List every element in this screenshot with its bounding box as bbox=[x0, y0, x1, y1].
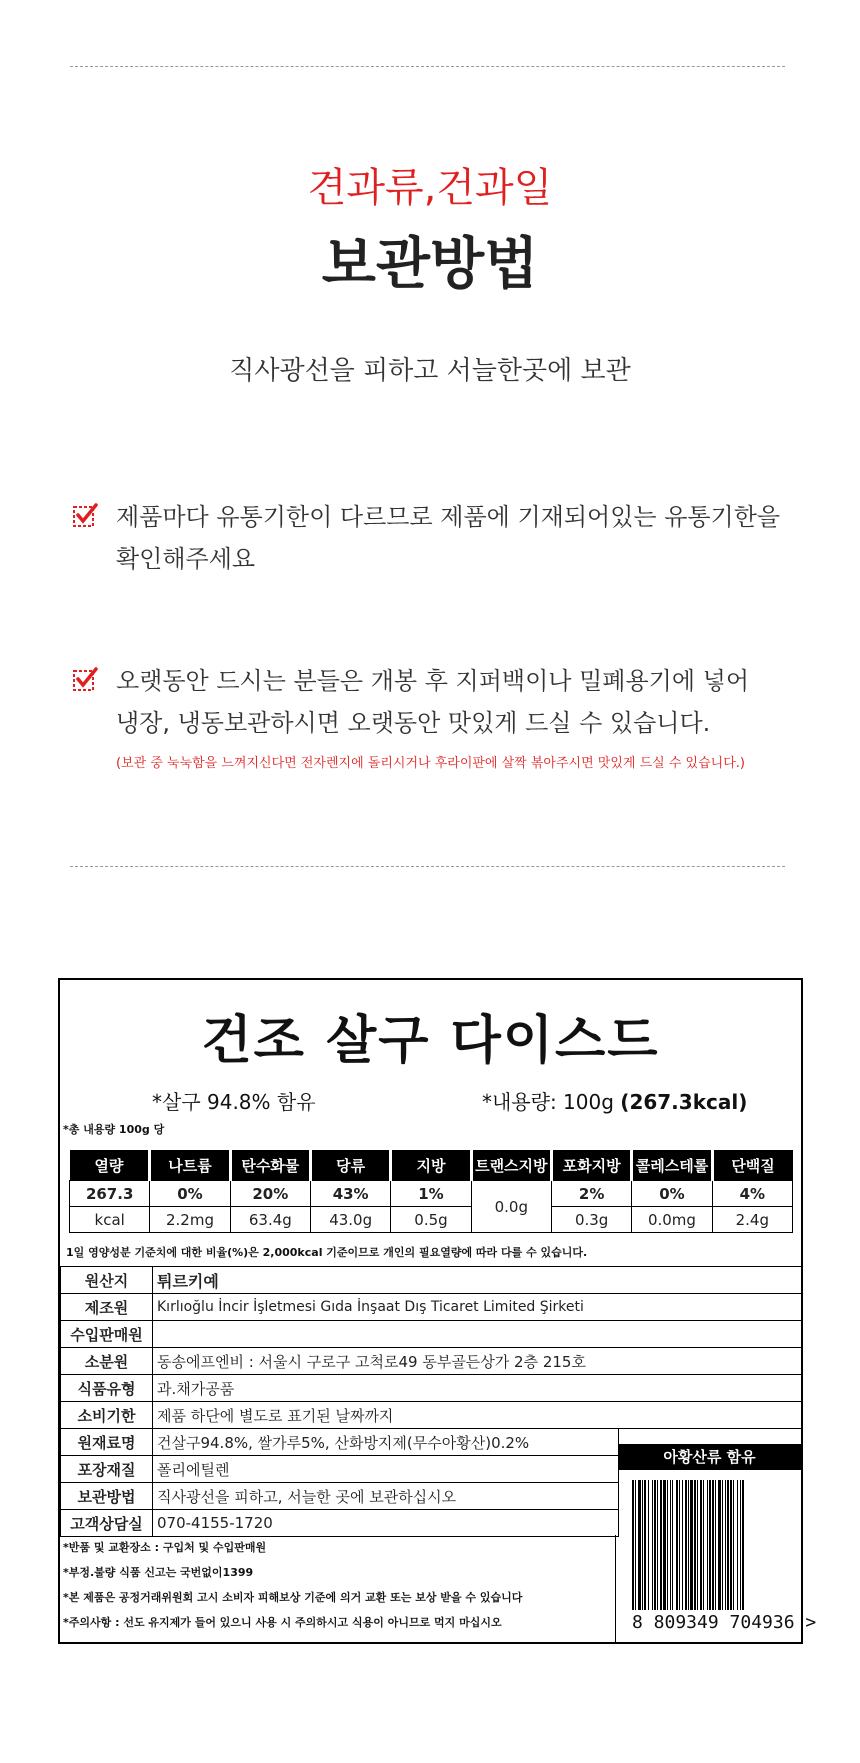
nutrition-header: 열량 bbox=[70, 1150, 150, 1181]
check-item-expiry bbox=[72, 496, 792, 586]
product-name: 건조 살구 다이스드 bbox=[201, 1011, 660, 1071]
reheat-note: (보관 중 눅눅함을 느껴지신다면 전자렌지에 돌리시거나 후라이판에 살짝 볶아주시면 맛있게 드실 수 있습니다.) bbox=[116, 756, 745, 771]
nutrition-value: 4% bbox=[712, 1181, 792, 1207]
nutrition-amount-row bbox=[70, 1207, 793, 1233]
nutrition-amount: kcal bbox=[70, 1207, 150, 1233]
nutrition-amount: 63.4g bbox=[230, 1207, 310, 1233]
nutrition-table bbox=[69, 1150, 793, 1233]
info-value: 동송에프엔비 : 서울시 구로구 고척로49 동부골든상가 2층 215호 bbox=[153, 1348, 802, 1375]
nutrition-header: 탄수화물 bbox=[230, 1150, 310, 1181]
info-row-packer bbox=[61, 1348, 802, 1375]
nutrition-value-row bbox=[70, 1181, 793, 1207]
info-key: 소분원 bbox=[61, 1348, 153, 1375]
note-line: *부정.불량 식품 신고는 국번없이1399 bbox=[63, 1566, 254, 1579]
info-key: 고객상담실 bbox=[61, 1510, 153, 1537]
top-divider bbox=[70, 66, 785, 67]
nutrition-amount: 2.2mg bbox=[150, 1207, 230, 1233]
check-text-line2: 확인해주세요 bbox=[116, 545, 256, 573]
label-notes bbox=[60, 1535, 615, 1635]
net-content-amount: *내용량: 100g bbox=[482, 1090, 621, 1114]
nutrition-amount: 0.0mg bbox=[632, 1207, 712, 1233]
barcode-number: 8 809349 704936 > bbox=[632, 1612, 817, 1633]
check-text-line2: 냉장, 냉동보관하시면 오랫동안 맛있게 드실 수 있습니다. bbox=[116, 709, 711, 737]
info-key: 보관방법 bbox=[61, 1483, 153, 1510]
checkbox-check-icon bbox=[72, 666, 98, 692]
info-value: 과.채가공품 bbox=[153, 1375, 802, 1402]
info-value: 폴리에틸렌 bbox=[153, 1456, 619, 1483]
info-key: 제조원 bbox=[61, 1294, 153, 1321]
nutrition-header: 단백질 bbox=[712, 1150, 792, 1181]
info-value: 튀르키예 bbox=[153, 1267, 802, 1294]
info-row-expiry bbox=[61, 1402, 802, 1429]
info-key: 수입판매원 bbox=[61, 1321, 153, 1348]
nutrition-value: 1% bbox=[391, 1181, 471, 1207]
nutrition-header: 지방 bbox=[391, 1150, 471, 1181]
nutrition-value: 2% bbox=[551, 1181, 631, 1207]
product-label bbox=[58, 978, 817, 1644]
check-text-line1: 제품마다 유통기한이 다르므로 제품에 기재되어있는 유통기한을 bbox=[116, 503, 781, 531]
info-value: 건살구94.8%, 쌀가루5%, 산화방지제(무수아황산)0.2% bbox=[153, 1429, 619, 1456]
sulfite-badge: 아황산류 함유 bbox=[618, 1444, 801, 1470]
info-key: 식품유형 bbox=[61, 1375, 153, 1402]
info-value: Kırlıoğlu İncir İşletmesi Gıda İnşaat Dış Ticaret Limited Şirketi bbox=[153, 1294, 802, 1321]
middle-divider bbox=[70, 866, 785, 867]
note-line: *반품 및 교환장소 : 구입처 및 수입판매원 bbox=[63, 1541, 267, 1554]
daily-value-note: 1일 영양성분 기준치에 대한 비율(%)은 2,000kcal 기준이므로 개인의 필요열량에 따라 다를 수 있습니다. bbox=[66, 1246, 588, 1259]
info-row-food-type bbox=[61, 1375, 802, 1402]
nutrition-basis: *총 내용량 100g 당 bbox=[63, 1123, 165, 1136]
barcode-icon bbox=[632, 1480, 792, 1610]
info-row-origin bbox=[61, 1267, 802, 1294]
check-item-storage bbox=[72, 660, 792, 780]
nutrition-value: 0.0g bbox=[471, 1181, 551, 1233]
info-key: 원재료명 bbox=[61, 1429, 153, 1456]
net-content-kcal: (267.3kcal) bbox=[620, 1090, 748, 1114]
nutrition-header: 나트륨 bbox=[150, 1150, 230, 1181]
category-heading: 견과류,건과일 bbox=[307, 165, 553, 211]
net-content bbox=[482, 1086, 747, 1115]
info-value: 직사광선을 피하고, 서늘한 곳에 보관하십시오 bbox=[153, 1483, 619, 1510]
nutrition-amount: 2.4g bbox=[712, 1207, 792, 1233]
info-key: 소비기한 bbox=[61, 1402, 153, 1429]
info-value bbox=[153, 1321, 802, 1348]
info-key: 포장재질 bbox=[61, 1456, 153, 1483]
info-row-manufacturer bbox=[61, 1294, 802, 1321]
nutrition-header-row bbox=[70, 1150, 793, 1181]
nutrition-value: 267.3 bbox=[70, 1181, 150, 1207]
nutrition-header: 트랜스지방 bbox=[471, 1150, 551, 1181]
nutrition-value: 0% bbox=[632, 1181, 712, 1207]
nutrition-amount: 0.3g bbox=[551, 1207, 631, 1233]
note-line: *주의사항 : 선도 유지제가 들어 있으니 사용 시 주의하시고 식용이 아니므로 먹지 마십시오 bbox=[63, 1616, 502, 1629]
storage-subtitle: 직사광선을 피하고 서늘한곳에 보관 bbox=[229, 356, 631, 386]
content-ratio: *살구 94.8% 함유 bbox=[152, 1090, 316, 1114]
nutrition-amount: 43.0g bbox=[310, 1207, 390, 1233]
checkbox-check-icon bbox=[72, 502, 98, 528]
info-key: 원산지 bbox=[61, 1267, 153, 1294]
nutrition-value: 20% bbox=[230, 1181, 310, 1207]
nutrition-header: 포화지방 bbox=[551, 1150, 631, 1181]
info-value: 070-4155-1720 bbox=[153, 1510, 619, 1537]
page-title: 보관방법 bbox=[321, 232, 539, 297]
info-row-importer bbox=[61, 1321, 802, 1348]
note-line: *본 제품은 공정거래위원회 고시 소비자 피해보상 기준에 의거 교환 또는 보상 받을 수 있습니다 bbox=[63, 1591, 523, 1604]
nutrition-value: 43% bbox=[310, 1181, 390, 1207]
nutrition-amount: 0.5g bbox=[391, 1207, 471, 1233]
notes-border bbox=[615, 1535, 616, 1642]
nutrition-value: 0% bbox=[150, 1181, 230, 1207]
nutrition-header: 당류 bbox=[310, 1150, 390, 1181]
nutrition-header: 콜레스테롤 bbox=[632, 1150, 712, 1181]
check-text-line1: 오랫동안 드시는 분들은 개봉 후 지퍼백이나 밀폐용기에 넣어 bbox=[116, 667, 750, 695]
info-value: 제품 하단에 별도로 표기된 날짜까지 bbox=[153, 1402, 802, 1429]
